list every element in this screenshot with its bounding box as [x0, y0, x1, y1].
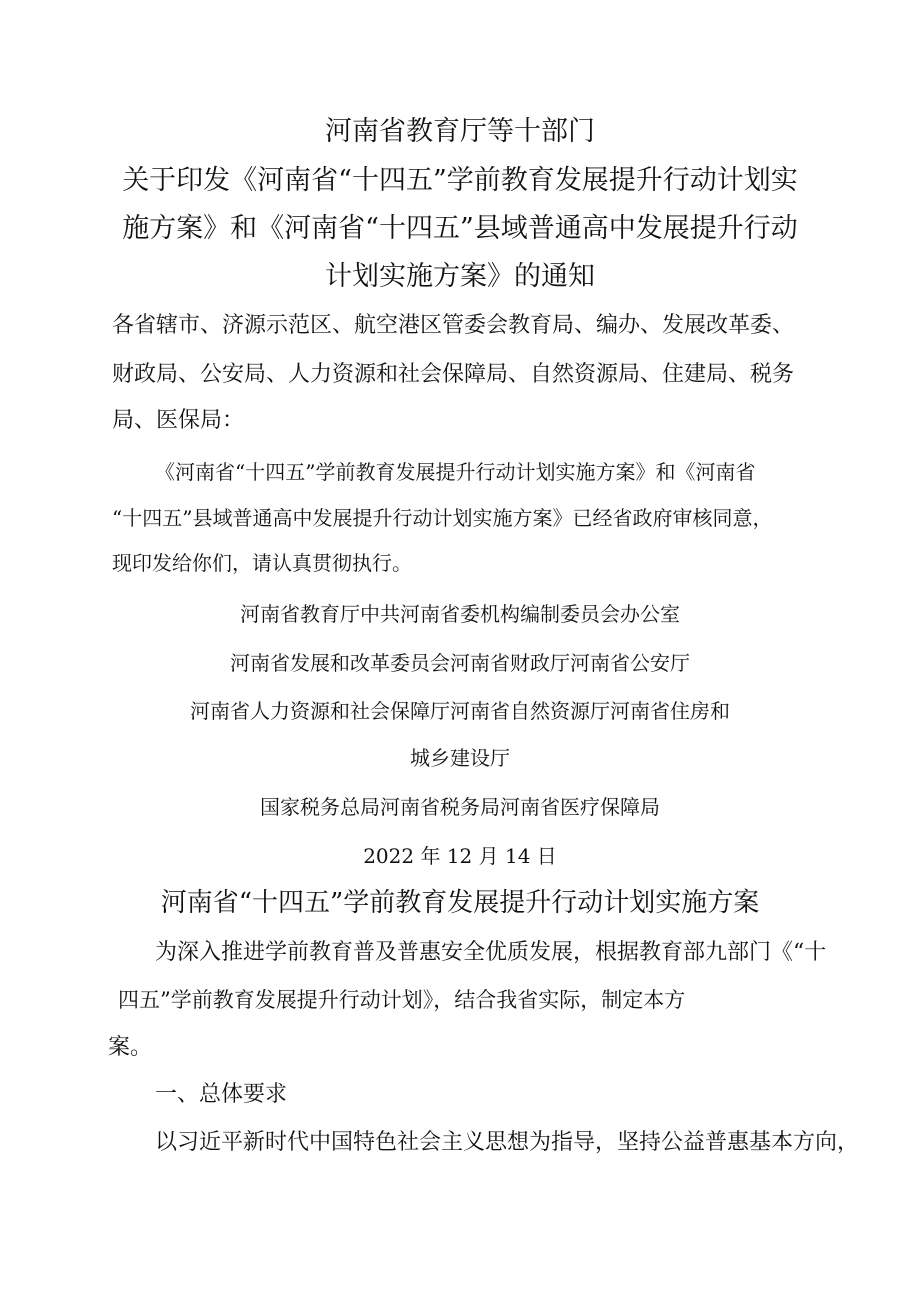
signatory-line-1: 河南省教育厅中共河南省委机构编制委员会办公室	[240, 602, 680, 626]
notice-body-line-3: 现印发给你们，请认真贯彻执行。	[112, 551, 412, 575]
section-1-heading: 一、总体要求	[155, 1082, 288, 1107]
notice-body-line-2: “十四五”县域普通高中发展提升行动计划实施方案》已经省政府审核同意，	[112, 506, 773, 530]
notice-body-line-1: 《河南省“十四五”学前教育发展提升行动计划实施方案》和《河南省	[155, 460, 756, 484]
signatory-line-5: 国家税务总局河南省税务局河南省医疗保障局	[260, 795, 660, 819]
signatory-line-4: 城乡建设厅	[410, 746, 510, 770]
plan-intro-line-2: 四五”学前教育发展提升行动计划》，结合我省实际，制定本方	[118, 988, 686, 1012]
plan-intro-line-3: 案。	[108, 1035, 153, 1060]
plan-title: 河南省“十四五”学前教育发展提升行动计划实施方案	[160, 888, 760, 918]
notice-title-line-1: 河南省教育厅等十部门	[325, 116, 595, 147]
notice-date: 2022 年 12 月 14 日	[363, 844, 557, 868]
addressee-line-1: 各省辖市、济源示范区、航空港区管委会教育局、编办、发展改革委、	[112, 313, 795, 338]
plan-intro-line-1: 为深入推进学前教育普及普惠安全优质发展，根据教育部九部门《“十	[155, 940, 827, 965]
notice-title-line-4: 计划实施方案》的通知	[325, 261, 595, 292]
signatory-line-3: 河南省人力资源和社会保障厅河南省自然资源厅河南省住房和	[190, 699, 730, 723]
section-1-text: 以习近平新时代中国特色社会主义思想为指导，坚持公益普惠基本方向，	[155, 1130, 860, 1155]
signatory-line-2: 河南省发展和改革委员会河南省财政厅河南省公安厅	[230, 651, 690, 675]
notice-title-line-2: 关于印发《河南省“十四五”学前教育发展提升行动计划实	[122, 165, 798, 196]
addressee-line-3: 局、医保局：	[112, 408, 245, 433]
notice-title-line-3: 施方案》和《河南省“十四五”县域普通高中发展提升行动	[122, 213, 798, 244]
addressee-line-2: 财政局、公安局、人力资源和社会保障局、自然资源局、住建局、税务	[112, 362, 795, 387]
